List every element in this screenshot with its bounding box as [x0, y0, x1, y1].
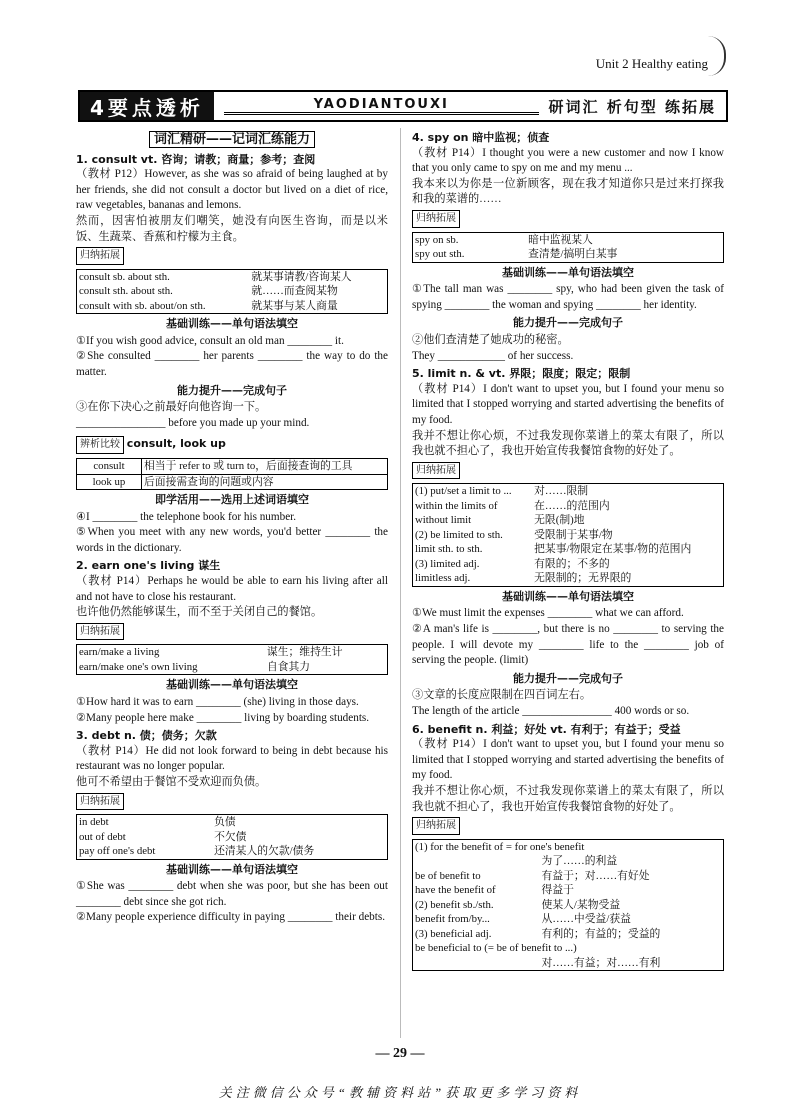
expand-tag: 归纳拓展: [76, 247, 124, 265]
example-en: （教材 P14）Perhaps he would be able to earn his living after all and not have to close his restaurant.: [76, 574, 388, 603]
section-title: 词汇精研——记词汇练能力: [76, 132, 388, 148]
compare-table: consult 相当于 refer to 或 turn to，后面接查询的工具 look up 后面接需查询的问题或内容: [76, 458, 388, 490]
expand-table: consult sb. about sth. 就某事请教/咨询某人 consult sth. about sth. 就……而查阅某物 consult with sb. about/on sth. 就某事与某人商量: [76, 269, 388, 315]
expand-tag: 归纳拓展: [412, 462, 460, 480]
banner-pinyin: YAODIANTOUXI: [224, 97, 539, 115]
exercise: ③在你下决心之前最好向他咨询一下。: [76, 401, 267, 414]
ability-title: 能力提升——完成句子: [513, 316, 623, 330]
basic-training-title: 基础训练——单句语法填空: [166, 678, 298, 692]
compare-heading: 辨析比较 consult, look up: [76, 434, 388, 456]
footer-note: 关注微信公众号“教辅资料站”获取更多学习资料: [218, 1085, 582, 1100]
exercise: ②Many people here make ________ living by boarding students.: [76, 711, 370, 724]
example-en: （教材 P14）I don't want to upset you, but I found your menu so limited that I stopped worrying and started advertising the benefits of my food.: [412, 382, 724, 426]
ability-title: 能力提升——完成句子: [177, 383, 287, 397]
exercise: ⑤When you meet with any new words, you'd better ________ the words in the dictionary.: [76, 526, 388, 554]
entry-heading: 4. spy on 暗中监视；侦查: [412, 131, 550, 144]
expand-table: in debt 负债 out of debt 不欠债 pay off one's debt 还清某人的欠款/债务: [76, 814, 388, 860]
example-zh: 也许他仍然能够谋生，而不至于关闭自己的餐馆。: [76, 606, 323, 619]
left-column: [76, 128, 388, 926]
example-zh: 他可不希望由于餐馆不受欢迎而负债。: [76, 775, 267, 788]
exercise: ②Many people experience difficulty in paying ________ their debts.: [76, 911, 386, 924]
basic-training-title: 基础训练——单句语法填空: [166, 317, 298, 331]
banner-title: 4要点透析: [80, 92, 214, 120]
exercise: ①If you wish good advice, consult an old man ________ it.: [76, 334, 344, 347]
column-divider: [400, 128, 401, 1038]
basic-training-title: 基础训练——单句语法填空: [502, 265, 634, 279]
example-en: （教材 P12）However, as she was so afraid of being laughed at by her friends, she did not consult a doctor but lived on a diet of rice, raw vegetables, bananas and lemons.: [76, 168, 388, 212]
expand-tag: 归纳拓展: [412, 210, 460, 228]
expand-tag: 归纳拓展: [76, 793, 124, 811]
entry-heading: 1. consult vt. 咨询；请教；商量；参考；查阅: [76, 152, 316, 166]
page-number: — 29 —: [375, 1046, 425, 1061]
exercise: ①We must limit the expenses ________ what we can afford.: [412, 607, 684, 620]
apply-title: 即学活用——选用上述词语填空: [155, 493, 309, 506]
exercise: ①How hard it was to earn ________ (she) living in those days.: [76, 695, 359, 708]
entry-heading: 5. limit n. & vt. 界限；限度；限定；限制: [412, 367, 631, 381]
example-zh: 然而，因害怕被朋友们嘲笑，她没有向医生咨询，而是以米饭、生蔬菜、香蕉和柠檬为主食。: [76, 214, 388, 243]
example-en: （教材 P14）I thought you were a new customer and now I know that you only came to spy on me and my menu ...: [412, 146, 724, 175]
exercise: ①She was ________ debt when she was poor, but she has been out ________ debt since she got rich.: [76, 880, 388, 908]
expand-table: earn/make a living 谋生；维持生计 earn/make one's own living 自食其力: [76, 644, 388, 675]
basic-training-title: 基础训练——单句语法填空: [166, 862, 298, 876]
right-column: [412, 128, 724, 973]
exercise: They ____________ of her success.: [412, 349, 574, 362]
example-en: （教材 P14）I don't want to upset you, but I found your menu so limited that I stopped worrying and started advertising the benefits of my food.: [412, 738, 724, 782]
exercise: ④I ________ the telephone book for his number.: [76, 510, 297, 523]
header-curve-decoration: [708, 36, 726, 76]
example-en: （教材 P14）He did not look forward to being in debt because his restaurant was no longer popular.: [76, 744, 388, 773]
banner-subtitle: 研词汇 析句型 练拓展: [548, 97, 716, 116]
exercise: ________________ before you made up your mind.: [76, 416, 310, 429]
expand-table: (1) for the benefit of = for one's benefit 为了……的利益 be of benefit to 有益于；对……有好处 have the benefit of 得益于 (2) benefit sb./sth. 使某人/某物受益 benefit from/by... 从……中受益/获益 (3) beneficial adj. 有利的；有益的；受益的 be beneficial to (= be of benefit to ...) 对……有益；对……有利: [412, 839, 724, 972]
expand-table: (1) put/set a limit to ... 对……限制 within the limits of 在……的范围内 without limit 无限(制)地 (2) be limited to sth. 受限制于某事/物 limit sth. to sth. 把某事/物限定在某事/物的范围内 (3) limited adj. 有限的；不多的 limitless adj. 无限制的；无界限的: [412, 483, 724, 587]
exercise: ②A man's life is ________, but there is no ________ to serving the people. I will devote my ________ life to the ________ job of serving the people. (limit): [412, 622, 724, 667]
example-zh: 我并不想让你心烦，不过我发现你菜谱上的菜太有限了，所以我也就不担心了，我也开始宣传我餐馆食物的好处了。: [412, 429, 724, 458]
ability-title: 能力提升——完成句子: [513, 671, 623, 685]
expand-tag: 归纳拓展: [76, 623, 124, 641]
entry-heading: 6. benefit n. 利益；好处 vt. 有利于；有益于；受益: [412, 722, 681, 736]
exercise: ①The tall man was ________ spy, who had been given the task of spying ________ the woman and spying ________ her identity.: [412, 283, 724, 311]
example-zh: 我并不想让你心烦，不过我发现你菜谱上的菜太有限了，所以我也就不担心了，我也开始宣传我餐馆食物的好处了。: [412, 784, 724, 813]
exercise: ②She consulted ________ her parents ________ the way to do the matter.: [76, 350, 388, 379]
exercise: ②他们查清楚了她成功的秘密。: [412, 333, 569, 346]
example-zh: 我本来以为你是一位新顾客，现在我才知道你只是过来打探我和我的菜谱的……: [412, 177, 724, 206]
entry-heading: 3. debt n. 债；债务；欠款: [76, 729, 217, 743]
basic-training-title: 基础训练——单句语法填空: [502, 589, 634, 603]
section-banner: [78, 90, 728, 122]
expand-tag: 归纳拓展: [412, 817, 460, 835]
unit-header: Unit 2 Healthy eating: [595, 56, 708, 71]
exercise: ③文章的长度应限制在四百词左右。: [412, 689, 592, 702]
exercise: The length of the article ________________ 400 words or so.: [412, 704, 690, 717]
entry-heading: 2. earn one's living 谋生: [76, 559, 221, 573]
expand-table: spy on sb. 暗中监视某人 spy out sth. 查清楚/搞明白某事: [412, 232, 724, 263]
